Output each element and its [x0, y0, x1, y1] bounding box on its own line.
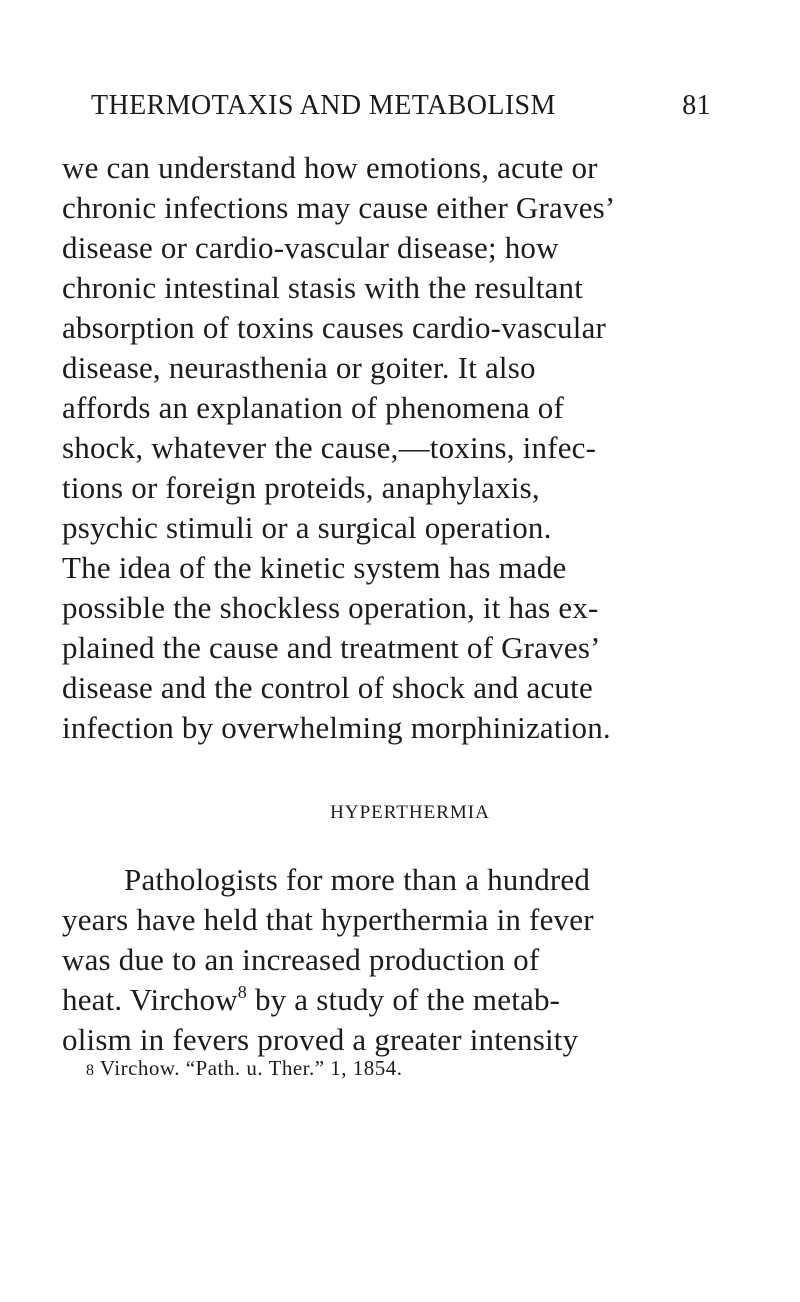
- text-line: chronic infections may cause either Graves’: [62, 190, 616, 225]
- text-line: affords an explanation of phenomena of: [62, 390, 564, 425]
- text-line: psychic stimuli or a surgical operation.: [62, 510, 552, 545]
- running-head: [91, 90, 711, 124]
- footnote-reference: 8: [237, 982, 247, 1002]
- section-heading: HYPERTHERMIA: [330, 802, 490, 823]
- text-line: The idea of the kinetic system has made: [62, 550, 567, 585]
- text-line: Pathologists for more than a hundred: [124, 862, 591, 897]
- text-line: infection by overwhelming morphinization.: [62, 710, 611, 745]
- text-line: years have held that hyperthermia in fever: [62, 902, 594, 937]
- paragraph-hyperthermia: [62, 860, 712, 1060]
- text-line: was due to an increased production of: [62, 942, 540, 977]
- page-number: 81: [682, 90, 711, 121]
- text-line: absorption of toxins causes cardio-vascular: [62, 310, 607, 345]
- text-line: olism in fevers proved a greater intensity: [62, 1022, 579, 1057]
- text-line: disease, neurasthenia or goiter. It also: [62, 350, 536, 385]
- text-fragment: by a study of the metab-: [254, 982, 561, 1017]
- footnote: [86, 1056, 403, 1081]
- footnote-text: Virchow. “Path. u. Ther.” 1, 1854.: [99, 1056, 403, 1080]
- text-line: tions or foreign proteids, anaphylaxis,: [62, 470, 540, 505]
- text-line-with-footnote: [62, 980, 712, 1020]
- text-line: disease and the control of shock and acute: [62, 670, 593, 705]
- text-line: plained the cause and treatment of Graves’: [62, 630, 601, 665]
- text-line: disease or cardio-vascular disease; how: [62, 230, 559, 265]
- text-line: chronic intestinal stasis with the resultant: [62, 270, 584, 305]
- text-line: we can understand how emotions, acute or: [62, 150, 598, 185]
- footnote-mark: 8: [86, 1062, 95, 1079]
- text-line: shock, whatever the cause,—toxins, infec-: [62, 430, 597, 465]
- text-fragment: heat. Virchow: [62, 982, 238, 1017]
- running-head-title: THERMOTAXIS AND METABOLISM: [91, 90, 556, 121]
- text-line: possible the shockless operation, it has ex-: [62, 590, 599, 625]
- paragraph-kinetic-system: [62, 148, 712, 748]
